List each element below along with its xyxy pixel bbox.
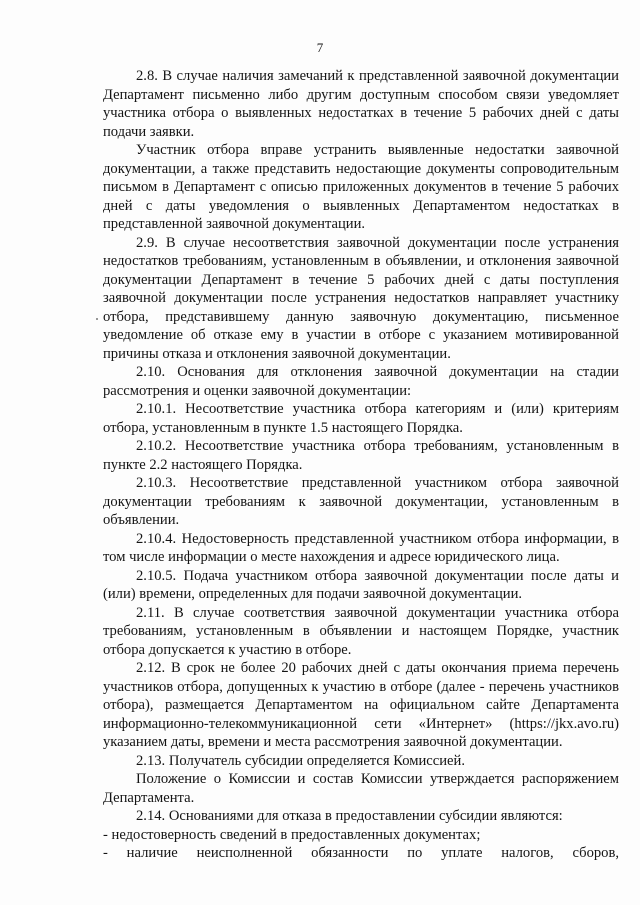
paragraph-2-8-correction: Участник отбора вправе устранить выявленные недостатки заявочной документации, а также представить недостающие документы сопроводительным письмом в Департамент с описью приложенных документов в течение 5 рабочих дней с даты уведомления о выявленных Департаментом недостатках в представленной заявочной документации. <box>103 142 619 232</box>
paragraph-2-13: 2.13. Получатель субсидии определяется Комиссией. <box>136 752 465 769</box>
paragraph-2-9: 2.9. В случае несоответствия заявочной документации после устранения недостатков требованиям, установленным в объявлении, и отклонения заявочной документации Департамент в течение 5 рабочих дней с даты поступления заявочной документации после устранения недостатков направляет участнику отбора, представившему данную заявочную документацию, письменное уведомление об отказе ему в участии в отборе с указанием мотивированной причины отказа и отклонения заявочной документации. <box>103 234 619 362</box>
list-item-tax-obligations: - наличие неисполненной обязанности по уплате налогов, сборов, <box>103 845 619 861</box>
paragraph-2-10: 2.10. Основания для отклонения заявочной документации на стадии рассмотрения и оценки заявочной документации: <box>103 364 619 399</box>
paragraph-2-10-1: 2.10.1. Несоответствие участника отбора категориям и (или) критериям отбора, установленным в пункте 1.5 настоящего Порядка. <box>103 401 619 436</box>
paragraph-commission: Положение о Комиссии и состав Комиссии утверждается распоряжением Департамента. <box>103 771 619 806</box>
paragraph-2-10-5: 2.10.5. Подача участником отбора заявочной документации после даты и (или) времени, определенных для подачи заявочной документации. <box>103 567 619 602</box>
paragraph-2-12: 2.12. В срок не более 20 рабочих дней с даты окончания приема перечень участников отбора, допущенных к участию в отборе (далее - перечень участников отбора), размещается Департаментом на официальном сайте Департамента информационно-телекоммуникационной сети «Интернет» (https://jkx.avo.ru) указанием даты, времени и места рассмотрения заявочной документации. <box>103 660 619 750</box>
scan-speck <box>96 318 98 320</box>
paragraph-2-8: 2.8. В случае наличия замечаний к представленной заявочной документации Департамент письменно либо другим доступным способом связи уведомляет участника отбора о выявленных недостатках в течение 5 рабочих дней с даты подачи заявки. <box>103 68 619 140</box>
paragraph-2-10-2: 2.10.2. Несоответствие участника отбора требованиям, установленным в пункте 2.2 настоящего Порядка. <box>103 438 619 473</box>
list-item-unreliable-info: - недостоверность сведений в предоставленных документах; <box>103 826 481 843</box>
page-number: 7 <box>316 40 324 55</box>
paragraph-2-10-3: 2.10.3. Несоответствие представленной участником отбора заявочной документации требованиям к заявочной документации, установленным в объявлении. <box>103 475 619 528</box>
paragraph-2-10-4: 2.10.4. Недостоверность представленной участником отбора информации, в том числе информации о месте нахождения и адресе юридического лица. <box>103 530 619 565</box>
paragraph-2-14: 2.14. Основаниями для отказа в предоставлении субсидии являются: <box>136 808 563 824</box>
paragraph-2-11: 2.11. В случае соответствия заявочной документации участника отбора требованиям, установленным в объявлении и настоящем Порядке, участник отбора допускается к участию в отборе. <box>103 604 619 658</box>
document-body <box>103 67 619 863</box>
